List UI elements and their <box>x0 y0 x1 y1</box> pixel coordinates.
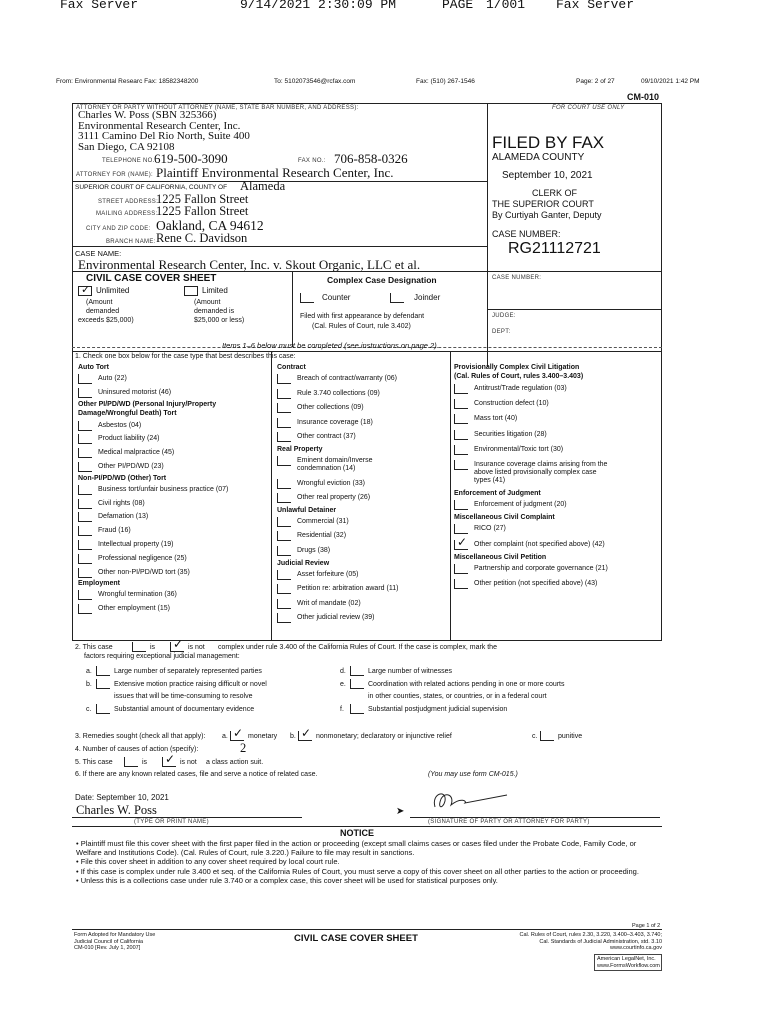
items-note: Items 1–6 below must be completed (see instructions on page 2). <box>222 341 439 350</box>
case-type-label: Professional negligence (25) <box>98 554 187 562</box>
fax-label: FAX NO.: <box>298 158 326 164</box>
footer-left2: Judicial Council of California <box>74 938 144 945</box>
case-type-label: Other real property (26) <box>297 494 371 502</box>
notice-bullet-4: • Unless this is a collections case under rule 3.740 or a complex case, this cover sheet will be used for statistical purposes only. <box>76 875 498 885</box>
footer-right <box>502 932 662 952</box>
item2-isnot-checkbox[interactable] <box>170 642 184 652</box>
case-type-heading: (Cal. Rules of Court, rules 3.400–3.403) <box>454 373 584 380</box>
notice-b2: File this cover sheet in addition to any cover sheet required by local court rule. <box>80 857 340 867</box>
item1-column-contract <box>271 364 450 644</box>
item2-b-text: Extensive motion practice raising difficult or novel <box>114 681 267 688</box>
unlimited-note <box>78 298 134 325</box>
unlimited-sub3: exceeds $25,000) <box>78 317 134 324</box>
item4-text: 4. Number of causes of action (specify): <box>75 746 199 753</box>
case-type-checkbox[interactable] <box>454 579 468 589</box>
item2-d-checkbox[interactable] <box>350 666 364 676</box>
item2-f-text: Substantial postjudgment judicial supervision <box>368 706 508 713</box>
joinder-checkbox[interactable] <box>390 293 404 303</box>
case-type-checkbox[interactable] <box>78 448 92 458</box>
item2-e-text2: in other counties, states, or countries, or in a federal court <box>368 693 547 700</box>
attorney-name: Charles W. Poss (SBN 325366) <box>78 109 217 121</box>
case-type-label: Asset forfeiture (05) <box>297 570 359 578</box>
filed-date: September 10, 2021 <box>502 170 593 181</box>
case-type-label: Breach of contract/warranty (06) <box>297 375 397 382</box>
street-label: STREET ADDRESS: <box>98 199 159 205</box>
complex-title: Complex Case Designation <box>327 275 437 285</box>
street-value: 1225 Fallon Street <box>156 192 249 206</box>
punitive-label: punitive <box>558 733 583 740</box>
unlimited-sub1: (Amount <box>86 299 113 306</box>
item1-column-tort <box>72 364 271 644</box>
case-type-heading: Contract <box>277 364 306 371</box>
item3-a: a. <box>222 733 228 740</box>
limited-sub1: (Amount <box>194 299 221 306</box>
case-type-label: Drugs (38) <box>297 547 331 554</box>
limited-sub3: $25,000 or less) <box>194 317 245 324</box>
item2-c-checkbox[interactable] <box>96 704 110 714</box>
case-type-label: Other collections (09) <box>297 404 364 412</box>
item5-isnot-checkbox[interactable] <box>162 757 176 767</box>
item2-d: d. <box>340 668 346 675</box>
transmission-to: To: 5102073546@rcfax.com <box>274 78 356 85</box>
item6-tail: (You may use form CM-015.) <box>428 771 518 778</box>
notice-b1: Plaintiff must file this cover sheet with the first paper filed in the action or proceeding (except small claims cases or cases filed under the Probate Code, Family Code, or Welfare and Institutions Code). (Cal. Rules of Court, rule 3.220.) Failure to file may result in sanctions. <box>76 839 637 858</box>
case-type-heading: Judicial Review <box>277 559 330 567</box>
case-type-label: Other employment (15) <box>98 605 170 613</box>
case-type-label: Auto (22) <box>98 375 127 382</box>
case-type-label: Intellectual property (19) <box>98 541 174 548</box>
transmission-page: Page: 2 of 27 <box>576 78 615 85</box>
case-type-heading: Damage/Wrongful Death) Tort <box>78 409 177 417</box>
case-type-label: Civil rights (08) <box>98 499 145 507</box>
nonmonetary-label: nonmonetary; declaratory or injunctive relief <box>316 733 452 740</box>
notice-title: NOTICE <box>340 828 375 838</box>
case-type-checkbox[interactable] <box>454 414 468 424</box>
counter-label: Counter <box>322 293 351 302</box>
signature-name: Charles W. Poss <box>76 803 157 817</box>
case-type-label: Business tort/unfair business practice (07) <box>98 485 229 493</box>
case-type-checkbox[interactable] <box>78 568 92 578</box>
case-type-label: Petition re: arbitration award (11) <box>297 585 399 593</box>
limited-sub2: demanded is <box>194 308 235 315</box>
case-type-heading: Provisionally Complex Civil Litigation <box>454 364 580 371</box>
dept-label: DEPT: <box>492 329 511 335</box>
item2-line2: factors requiring exceptional judicial management: <box>84 653 240 660</box>
case-type-checkbox[interactable] <box>277 493 291 503</box>
case-type-checkbox[interactable] <box>277 546 291 556</box>
case-type-heading: Non-PI/PD/WD (Other) Tort <box>78 474 167 482</box>
case-type-label: Partnership and corporate governance (21) <box>474 564 608 572</box>
case-type-label: Other petition (not specified above) (43) <box>474 580 598 587</box>
city-value: Oakland, CA 94612 <box>156 218 264 233</box>
case-type-label: Wrongful termination (36) <box>98 591 177 599</box>
filed-by-fax: FILED BY FAX <box>492 133 605 152</box>
case-type-checkbox[interactable] <box>454 564 468 574</box>
case-type-checkbox[interactable] <box>78 485 92 495</box>
case-type-checkbox[interactable] <box>277 584 291 594</box>
case-type-label: Other contract (37) <box>297 433 356 441</box>
case-type-label: Uninsured motorist (46) <box>98 388 172 396</box>
notice-bullet-2: • File this cover sheet in addition to any cover sheet required by local court rule. <box>76 857 340 867</box>
unlimited-checkbox[interactable] <box>78 286 92 296</box>
case-type-label: Insurance coverage claims arising from the <box>474 461 608 468</box>
joinder-label: Joinder <box>414 293 441 302</box>
case-type-label: above listed provisionally complex case <box>474 469 597 476</box>
unlimited-label: Unlimited <box>96 286 130 295</box>
case-type-checkbox[interactable] <box>78 421 92 431</box>
case-type-checkbox[interactable] <box>454 460 468 470</box>
case-type-checkbox[interactable] <box>277 389 291 399</box>
case-type-checkbox[interactable] <box>454 399 468 409</box>
punitive-checkbox[interactable] <box>540 731 554 741</box>
case-type-label: Environmental/Toxic tort (30) <box>474 445 564 453</box>
mailing-label: MAILING ADDRESS: <box>96 211 158 217</box>
case-type-label: Mass tort (40) <box>474 415 518 423</box>
type-name-label: (TYPE OR PRINT NAME) <box>134 819 209 825</box>
branch-value: Rene C. Davidson <box>156 231 248 245</box>
signature-date: Date: September 10, 2021 <box>75 793 169 802</box>
case-type-checkbox[interactable] <box>277 418 291 428</box>
notice-body <box>76 839 658 885</box>
stamp-line1: American LegalNet, Inc. <box>597 956 656 962</box>
case-type-heading: Auto Tort <box>78 364 109 371</box>
tel-label: TELEPHONE NO.: <box>102 158 157 164</box>
case-type-checkbox[interactable] <box>454 500 468 510</box>
fax-header-right: Fax Server <box>556 0 635 12</box>
case-type-checkbox[interactable] <box>277 403 291 413</box>
case-type-label: Wrongful eviction (33) <box>297 479 365 487</box>
case-type-label: Commercial (31) <box>297 517 349 525</box>
counter-checkbox[interactable] <box>300 293 314 303</box>
notice-bullet-1: • Plaintiff must file this cover sheet with the first paper filed in the action or proceeding (except small claims cases or cases filed under the Probate Code, Family Code, or Welfare and Institutions Code). (Cal. Rules of Court, rule 3.220.) Failure to file may result in sanctions. <box>76 839 637 858</box>
case-type-label: types (41) <box>474 477 506 484</box>
item5-is: is <box>142 759 148 766</box>
case-type-checkbox[interactable] <box>277 517 291 527</box>
case-name-value: Environmental Research Center, Inc. v. Skout Organic, LLC et al. <box>78 257 421 272</box>
limited-note <box>194 298 244 325</box>
cover-sheet-title: CIVIL CASE COVER SHEET <box>86 273 217 284</box>
fax-header-page: 1/001 <box>486 0 526 12</box>
item1-column-complex <box>450 364 662 644</box>
item2-line1b: complex under rule 3.400 of the California Rules of Court. If the case is complex, mark the <box>218 644 497 651</box>
attorney-addr2: San Diego, CA 92108 <box>78 140 175 153</box>
item5-is-checkbox[interactable] <box>124 757 138 767</box>
item5-isnot: is not <box>180 759 197 766</box>
case-type-checkbox[interactable] <box>454 540 468 550</box>
item2-c: c. <box>86 706 92 713</box>
case-type-label: Defamation (13) <box>98 513 149 521</box>
footer-title: CIVIL CASE COVER SHEET <box>294 933 418 944</box>
filed-county: ALAMEDA COUNTY <box>492 152 585 163</box>
court-use-label: FOR COURT USE ONLY <box>552 105 625 111</box>
item3-text: 3. Remedies sought (check all that apply): <box>75 733 206 740</box>
case-type-checkbox[interactable] <box>78 499 92 509</box>
case-type-heading: Employment <box>78 580 121 588</box>
case-type-label: Insurance coverage (18) <box>297 418 373 426</box>
case-type-label: Asbestos (04) <box>98 421 142 429</box>
case-type-heading: Other PI/PD/WD (Personal Injury/Property <box>78 400 217 408</box>
case-type-label: Antitrust/Trade regulation (03) <box>474 385 567 392</box>
item2-c-text: Substantial amount of documentary evidence <box>114 706 255 713</box>
case-number-label-2: CASE NUMBER: <box>492 275 542 281</box>
case-type-checkbox[interactable] <box>277 613 291 623</box>
case-type-checkbox[interactable] <box>277 432 291 442</box>
case-type-label: condemnation (14) <box>297 465 356 472</box>
item2-d-text: Large number of witnesses <box>368 668 453 675</box>
notice-b4: Unless this is a collections case under rule 3.740 or a complex case, this cover sheet will be used for statistical purposes only. <box>80 875 498 885</box>
fax-value: 706-858-0326 <box>334 151 408 166</box>
unlimited-sub2: demanded <box>86 308 120 315</box>
fax-header <box>0 0 770 13</box>
case-type-checkbox[interactable] <box>277 374 291 384</box>
case-number-label: CASE NUMBER: <box>492 229 561 239</box>
case-number-value: RG21112721 <box>508 240 601 257</box>
attorney-addr1: 3111 Camino Del Rio North, Suite 400 <box>78 130 250 142</box>
item2-is-checkbox[interactable] <box>132 642 146 652</box>
case-type-label: Construction defect (10) <box>474 400 549 408</box>
case-type-checkbox[interactable] <box>78 388 92 398</box>
fax-header-page-label: PAGE <box>442 0 474 12</box>
case-type-heading: Enforcement of Judgment <box>454 490 541 498</box>
footer-left1: Form Adopted for Mandatory Use <box>74 932 156 938</box>
legalnet-stamp <box>594 954 662 971</box>
item2-f: f. <box>340 706 344 713</box>
signature-scribble <box>427 785 517 817</box>
item3-b: b. <box>290 733 296 740</box>
item2-a: a. <box>86 668 92 675</box>
case-type-checkbox[interactable] <box>78 512 92 522</box>
attorney-header: ATTORNEY OR PARTY WITHOUT ATTORNEY (NAME, STATE BAR NUMBER, AND ADDRESS): <box>76 105 359 111</box>
case-type-checkbox[interactable] <box>78 462 92 472</box>
case-type-checkbox[interactable] <box>78 434 92 444</box>
item2-isnot: is not <box>188 644 205 651</box>
footer-left3: CM-010 [Rev. July 1, 2007] <box>74 945 141 951</box>
case-type-checkbox[interactable] <box>277 456 291 466</box>
case-type-label: Fraud (16) <box>98 527 131 535</box>
footer-right1: Cal. Rules of Court, rules 2.30, 3.220, 3.400–3.403, 3.740; <box>519 932 662 938</box>
footer-right2: Cal. Standards of Judicial Administration, std. 3.10 <box>539 938 662 945</box>
transmission-from: From: Environmental Researc Fax: 18582348200 <box>56 78 199 85</box>
case-type-heading: Miscellaneous Civil Petition <box>454 553 547 561</box>
item2-f-checkbox[interactable] <box>350 704 364 714</box>
case-type-label: RICO (27) <box>474 525 506 533</box>
case-type-checkbox[interactable] <box>78 526 92 536</box>
case-type-label: Other PI/PD/WD (23) <box>98 463 164 470</box>
footer-left <box>74 932 155 952</box>
case-type-label: Eminent domain/Inverse <box>297 457 373 464</box>
fax-header-left: Fax Server <box>60 0 139 12</box>
case-type-checkbox[interactable] <box>454 445 468 455</box>
case-type-checkbox[interactable] <box>454 430 468 440</box>
item2-b-checkbox[interactable] <box>96 679 110 689</box>
case-type-label: Other non-PI/PD/WD tort (35) <box>98 568 190 576</box>
footer-right3: www.courtinfo.ca.gov <box>610 945 662 951</box>
attorney-for-label: ATTORNEY FOR (NAME): <box>76 172 154 178</box>
item2-line1a: 2. This case <box>75 644 113 651</box>
case-type-label: Rule 3.740 collections (09) <box>297 389 380 397</box>
filed-with-note: Filed with first appearance by defendant <box>300 313 425 320</box>
case-type-label: Securities litigation (28) <box>474 430 547 438</box>
nonmonetary-checkbox[interactable] <box>298 731 312 741</box>
case-type-heading: Real Property <box>277 446 323 453</box>
case-type-checkbox[interactable] <box>78 590 92 600</box>
rules-note: (Cal. Rules of Court, rule 3.402) <box>312 323 411 330</box>
city-label: CITY AND ZIP CODE: <box>86 226 151 232</box>
monetary-label: monetary <box>248 733 278 740</box>
item2-a-text: Large number of separately represented parties <box>114 668 262 675</box>
notice-bullet-3: • If this case is complex under rule 3.400 et seq. of the California Rules of Court, you must serve a copy of this cover sheet on all other parties to the action or proceeding. <box>76 866 639 876</box>
case-type-label: Product liability (24) <box>98 435 160 443</box>
form-id: CM-010 <box>627 92 660 102</box>
case-type-checkbox[interactable] <box>78 604 92 614</box>
page-indicator: Page 1 of 2 <box>632 923 661 929</box>
transmission-fax: Fax: (510) 267-1546 <box>416 78 475 85</box>
item2-e-checkbox[interactable] <box>350 679 364 689</box>
case-type-checkbox[interactable] <box>277 599 291 609</box>
case-type-checkbox[interactable] <box>78 374 92 384</box>
case-type-checkbox[interactable] <box>277 570 291 580</box>
case-type-checkbox[interactable] <box>78 540 92 550</box>
item2-is: is <box>150 644 156 651</box>
signature-label: (SIGNATURE OF PARTY OR ATTORNEY FOR PARTY) <box>428 819 590 825</box>
limited-checkbox[interactable] <box>184 286 198 296</box>
attorney-for-value: Plaintiff Environmental Research Center, Inc. <box>156 165 394 180</box>
clerk-line-2: THE SUPERIOR COURT <box>492 199 594 209</box>
item6-text: 6. If there are any known related cases, file and serve a notice of related case. <box>75 771 318 778</box>
judge-label: JUDGE: <box>492 313 516 319</box>
item5-tail: a class action suit. <box>206 759 264 766</box>
case-type-checkbox[interactable] <box>277 531 291 541</box>
item2-b: b. <box>86 681 92 688</box>
transmission-date: 09/10/2021 1:42 PM <box>641 78 700 85</box>
case-type-checkbox[interactable] <box>277 479 291 489</box>
fax-header-datetime: 9/14/2021 2:30:09 PM <box>240 0 397 12</box>
case-type-checkbox[interactable] <box>454 524 468 534</box>
item2-a-checkbox[interactable] <box>96 666 110 676</box>
case-type-heading: Miscellaneous Civil Complaint <box>454 514 555 522</box>
branch-label: BRANCH NAME: <box>106 239 156 245</box>
case-type-heading: Unlawful Detainer <box>277 506 337 514</box>
attorney-org: Environmental Research Center, Inc. <box>78 119 241 132</box>
case-type-label: Medical malpractice (45) <box>98 449 175 457</box>
case-type-label: Other judicial review (39) <box>297 614 375 622</box>
clerk-line-1: CLERK OF <box>532 188 578 198</box>
item5-text: 5. This case <box>75 759 113 766</box>
signature-arrow-icon: ➤ <box>396 806 405 817</box>
case-type-label: Enforcement of judgment (20) <box>474 501 567 509</box>
notice-b3: If this case is complex under rule 3.400 et seq. of the California Rules of Court, you must serve a copy of this cover sheet on all other parties to the action or proceeding. <box>80 866 639 876</box>
cover-sheet-form <box>72 92 662 969</box>
item2-b-text2: issues that will be time-consuming to resolve <box>114 693 253 700</box>
case-type-label: Residential (32) <box>297 532 347 540</box>
court-header: SUPERIOR COURT OF CALIFORNIA, COUNTY OF <box>75 184 228 191</box>
case-type-label: Other complaint (not specified above) (42) <box>474 540 605 548</box>
case-type-checkbox[interactable] <box>454 384 468 394</box>
item3-c: c. <box>532 733 538 740</box>
item1-prompt: 1. Check one box below for the case type that best describes this case: <box>75 353 296 360</box>
stamp-line2: www.FormsWorkflow.com <box>597 962 660 969</box>
item2-e: e. <box>340 681 346 688</box>
tel-value: 619-500-3090 <box>154 151 228 166</box>
item4-value: 2 <box>240 741 247 755</box>
case-name-label: CASE NAME: <box>75 249 122 258</box>
monetary-checkbox[interactable] <box>230 731 244 741</box>
case-type-checkbox[interactable] <box>78 554 92 564</box>
case-type-label: Writ of mandate (02) <box>297 599 361 607</box>
mailing-value: 1225 Fallon Street <box>156 204 249 218</box>
item2-e-text: Coordination with related actions pending in one or more courts <box>368 681 565 688</box>
limited-label: Limited <box>202 286 228 295</box>
attorney-block <box>78 110 250 152</box>
clerk-line-3: By Curtiyah Ganter, Deputy <box>492 210 602 220</box>
court-county: Alameda <box>240 179 286 193</box>
